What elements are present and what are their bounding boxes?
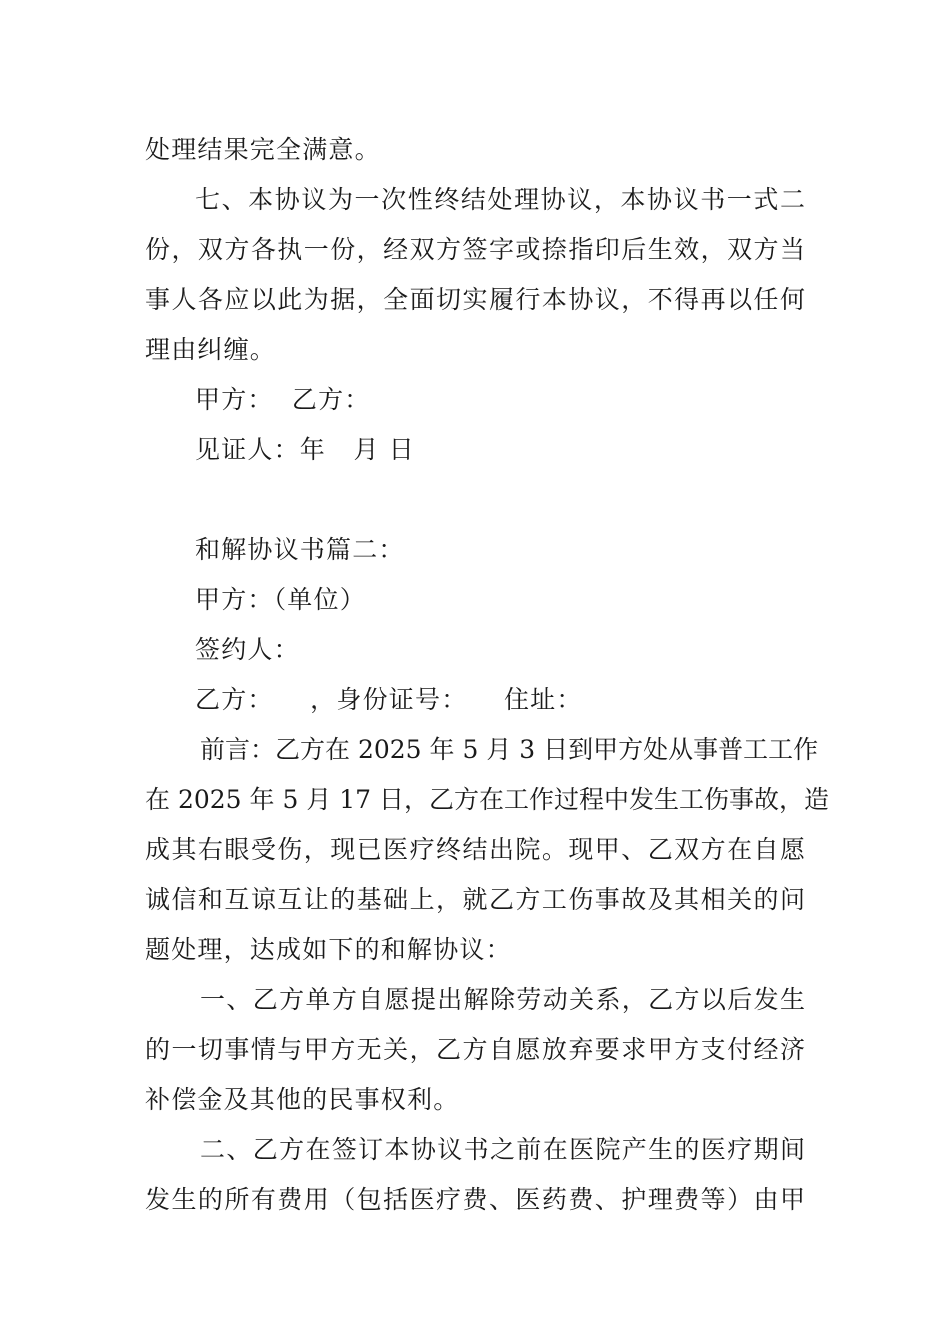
text-line: 诚信和互谅互让的基础上，就乙方工伤事故及其相关的问 (145, 885, 805, 914)
text-line: 的一切事情与甲方无关，乙方自愿放弃要求甲方支付经济 (145, 1035, 805, 1064)
section-heading: 和解协议书篇二： (195, 535, 405, 564)
text-line: 见证人：年 月 日 (195, 435, 415, 464)
text-line: 在 2025 年 5 月 17 日，乙方在工作过程中发生工伤事故，造 (145, 785, 830, 814)
text-line: 前言：乙方在 2025 年 5 月 3 日到甲方处从事普工工作 (200, 735, 819, 764)
text-line: 理由纠缠。 (145, 335, 277, 364)
text-line: 发生的所有费用（包括医疗费、医药费、护理费等）由甲 (145, 1185, 805, 1214)
text-line: 成其右眼受伤，现已医疗终结出院。现甲、乙双方在自愿 (145, 835, 805, 864)
text-line: 二、乙方在签订本协议书之前在医院产生的医疗期间 (200, 1135, 805, 1164)
text-line: 一、乙方单方自愿提出解除劳动关系，乙方以后发生 (200, 985, 805, 1014)
text-line: 补偿金及其他的民事权利。 (145, 1085, 460, 1114)
text-line: 甲方： 乙方： (195, 385, 371, 414)
text-line: 七、本协议为一次性终结处理协议，本协议书一式二 (195, 185, 805, 214)
text-line: 签约人： (195, 635, 300, 664)
text-line: 题处理，达成如下的和解协议： (145, 935, 512, 964)
text-line: 甲方：（单位） (195, 585, 366, 614)
text-line: 处理结果完全满意。 (145, 135, 381, 164)
text-line: 份，双方各执一份，经双方签字或捺指印后生效，双方当 (145, 235, 805, 264)
text-line: 事人各应以此为据，全面切实履行本协议，不得再以任何 (145, 285, 805, 314)
text-line: 乙方： ，身份证号： 住址： (195, 685, 583, 714)
